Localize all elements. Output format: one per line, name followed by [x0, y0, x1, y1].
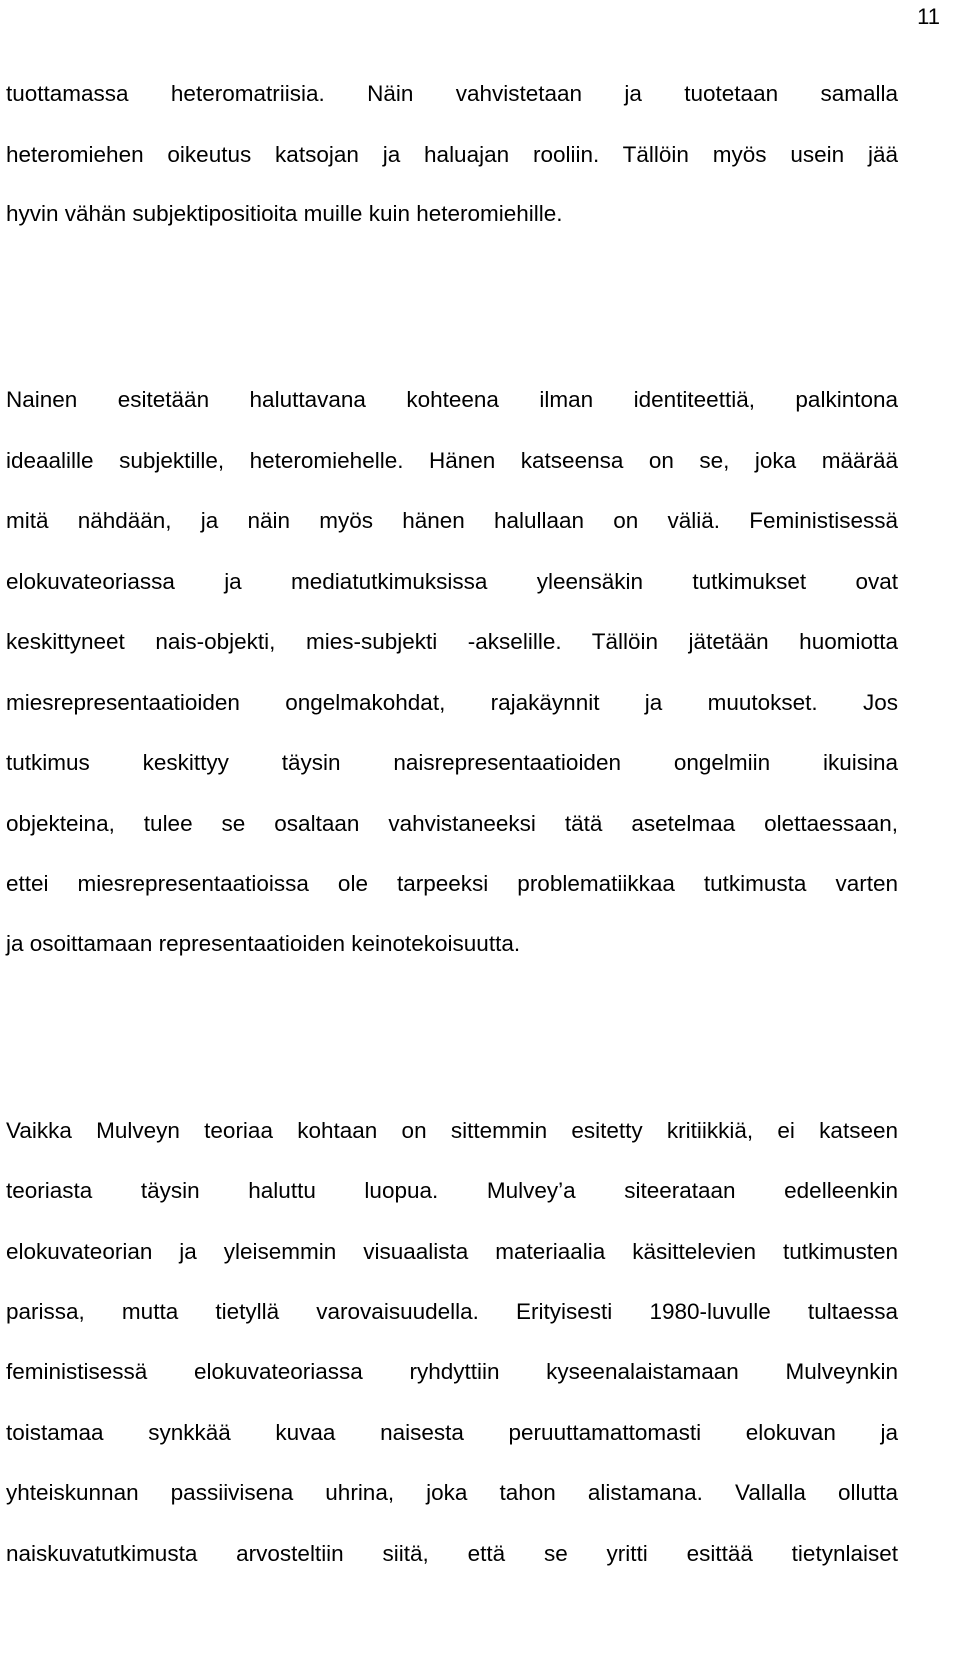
text-line: tutkimus keskittyy täysin naisrepresentaatioiden ongelmiin ikuisina	[6, 750, 898, 775]
text-line: heteromiehen oikeutus katsojan ja haluajan rooliin. Tällöin myös usein jää	[6, 142, 898, 167]
text-line: ettei miesrepresentaatioissa ole tarpeeksi problematiikkaa tutkimusta varten	[6, 871, 898, 896]
text-line: hyvin vähän subjektipositioita muille kuin heteromiehille.	[6, 201, 563, 226]
text-line: Nainen esitetään haluttavana kohteena ilman identiteettiä, palkintona	[6, 387, 898, 412]
text-line: tuottamassa heteromatriisia. Näin vahvistetaan ja tuotetaan samalla	[6, 81, 898, 106]
text-line: elokuvateoriassa ja mediatutkimuksissa yleensäkin tutkimukset ovat	[6, 569, 898, 594]
text-line: elokuvateorian ja yleisemmin visuaalista materiaalia käsittelevien tutkimusten	[6, 1239, 898, 1264]
text-line: ja osoittamaan representaatioiden keinotekoisuutta.	[6, 931, 521, 956]
text-line: objekteina, tulee se osaltaan vahvistaneeksi tätä asetelmaa olettaessaan,	[6, 811, 898, 836]
text-line: keskittyneet nais-objekti, mies-subjekti -akselille. Tällöin jätetään huomiotta	[6, 629, 898, 654]
text-line: feministisessä elokuvateoriassa ryhdyttiin kyseenalaistamaan Mulveynkin	[6, 1359, 898, 1384]
text-line: teoriasta täysin haluttu luopua. Mulvey’a siteerataan edelleenkin	[6, 1178, 898, 1203]
text-line: Vaikka Mulveyn teoriaa kohtaan on sittemmin esitetty kritiikkiä, ei katseen	[6, 1118, 898, 1143]
page-number: 11	[917, 4, 940, 29]
text-line: mitä nähdään, ja näin myös hänen halullaan on väliä. Feministisessä	[6, 508, 898, 533]
text-line: ideaalille subjektille, heteromiehelle. Hänen katseensa on se, joka määrää	[6, 448, 898, 473]
text-line: yhteiskunnan passiivisena uhrina, joka tahon alistamana. Vallalla ollutta	[6, 1480, 898, 1505]
text-line: parissa, mutta tietyllä varovaisuudella. Erityisesti 1980-luvulle tultaessa	[6, 1299, 898, 1324]
text-line: toistamaa synkkää kuvaa naisesta peruuttamattomasti elokuvan ja	[6, 1420, 898, 1445]
text-line: miesrepresentaatioiden ongelmakohdat, rajakäynnit ja muutokset. Jos	[6, 690, 898, 715]
text-line: naiskuvatutkimusta arvosteltiin siitä, että se yritti esittää tietynlaiset	[6, 1541, 898, 1566]
